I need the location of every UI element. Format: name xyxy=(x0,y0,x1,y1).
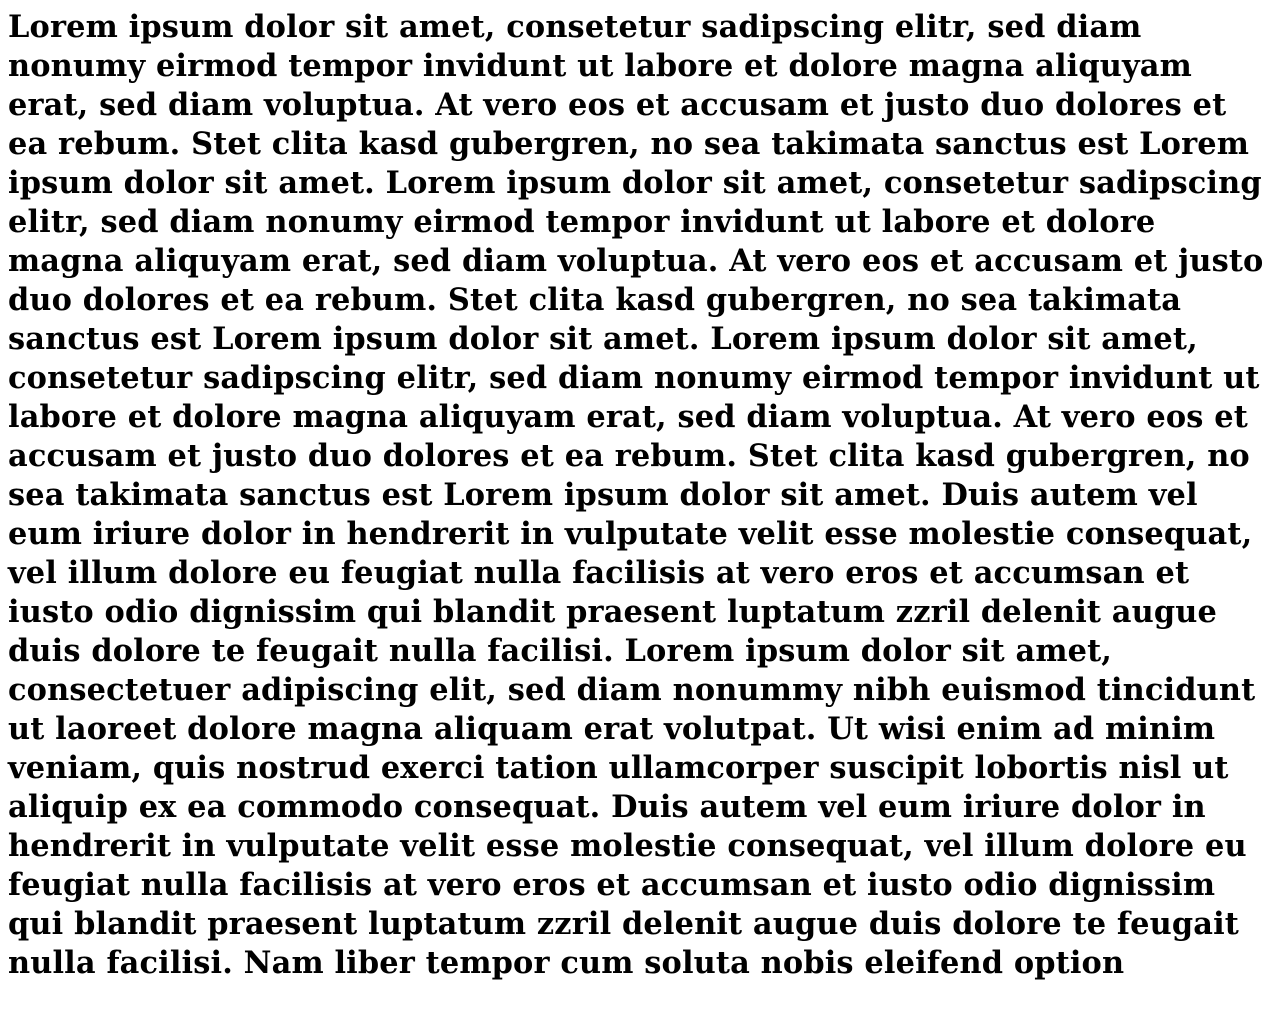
body-paragraph: Lorem ipsum dolor sit amet, consetetur sadipscing elitr, sed diam nonumy eirmod tempor invidunt ut labore et dolore magna aliquyam erat, sed diam voluptua. At vero eos et accusam et justo duo dolores et ea rebum. Stet clita kasd gubergren, no sea takimata sanctus est Lorem ipsum dolor sit amet. Lorem ipsum dolor sit amet, consetetur sadipscing elitr, sed diam nonumy eirmod tempor invidunt ut labore et dolore magna aliquyam erat, sed diam voluptua. At vero eos et accusam et justo duo dolores et ea rebum. Stet clita kasd gubergren, no sea takimata sanctus est Lorem ipsum dolor sit amet. Lorem ipsum dolor sit amet, consetetur sadipscing elitr, sed diam nonumy eirmod tempor invidunt ut labore et dolore magna aliquyam erat, sed diam voluptua. At vero eos et accusam et justo duo dolores et ea rebum. Stet clita kasd gubergren, no sea takimata sanctus est Lorem ipsum dolor sit amet. Duis autem vel eum iriure dolor in hendrerit in vulputate velit esse molestie consequat, vel illum dolore eu feugiat nulla facilisis at vero eros et accumsan et iusto odio dignissim qui blandit praesent luptatum zzril delenit augue duis dolore te feugait nulla facilisi. Lorem ipsum dolor sit amet, consectetuer adipiscing elit, sed diam nonummy nibh euismod tincidunt ut laoreet dolore magna aliquam erat volutpat. Ut wisi enim ad minim veniam, quis nostrud exerci tation ullamcorper suscipit lobortis nisl ut aliquip ex ea commodo consequat. Duis autem vel eum iriure dolor in hendrerit in vulputate velit esse molestie consequat, vel illum dolore eu feugiat nulla facilisis at vero eros et accumsan et iusto odio dignissim qui blandit praesent luptatum zzril delenit augue duis dolore te feugait nulla facilisi. Nam liber tempor cum soluta nobis eleifend option xyxy=(8,9,1264,981)
